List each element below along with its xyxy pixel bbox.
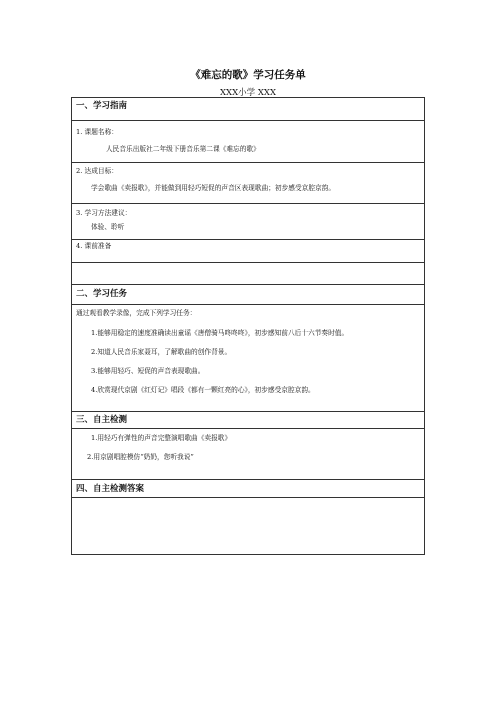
section-4-header-row <box>72 479 424 497</box>
method-label: 3. 学习方法建议： <box>76 209 132 217</box>
section-4-heading: 四、自主检测答案 <box>76 484 145 494</box>
section-2-heading: 二、学习任务 <box>76 289 128 299</box>
preparation-blank-row <box>72 262 424 284</box>
section-2-header-row <box>72 284 424 304</box>
guide-item-3-row <box>72 203 424 239</box>
guide-item-1-row <box>72 120 424 162</box>
preparation-label: 4. 课前准备 <box>76 242 112 250</box>
self-check-item: 1.用轻巧有弹性的声音完整演唱歌曲《卖报歌》 <box>91 434 232 442</box>
goal-value: 学会歌曲《卖报歌》，并能做到用轻巧短促的声音区表现歌曲；初步感受京腔京韵。 <box>91 184 336 192</box>
task-item: 4.欣赏现代京剧《红灯记》唱段《都有一颗红亮的心》，初步感受京腔京韵。 <box>91 386 315 394</box>
answer-blank-row <box>72 497 424 554</box>
section-1-header-row <box>72 98 424 120</box>
method-value: 体验、聆听 <box>91 223 125 231</box>
task-item: 3.能够用轻巧、短促的声音表现歌曲。 <box>91 367 205 375</box>
task-intro: 通过观看教学录像，完成下列学习任务： <box>76 309 197 317</box>
task-sheet-table <box>71 97 425 555</box>
course-name-label: 1. 课题名称： <box>76 128 118 136</box>
goal-label: 2. 达成目标： <box>76 167 118 175</box>
school-author-line: XXX小学 XXX <box>219 88 276 98</box>
task-item: 1.能够用稳定的速度准确读出童谣《唐僧骑马咚咚咚》，初步感知前八后十六节奏时值。 <box>91 329 349 337</box>
course-name-value: 人民音乐出版社二年级下册音乐第二课《难忘的歌》 <box>106 145 260 153</box>
self-check-item: 2.用京剧唱腔模仿“奶奶，您听我说” <box>87 453 194 461</box>
section-2-body-row <box>72 304 424 411</box>
section-3-heading: 三、自主检测 <box>76 415 128 425</box>
guide-item-4-row <box>72 239 424 262</box>
document-title: 《难忘的歌》学习任务单 <box>190 69 306 81</box>
task-item: 2.知道人民音乐家聂耳，了解歌曲的创作背景。 <box>91 348 232 356</box>
guide-item-2-row <box>72 162 424 203</box>
section-3-body-row <box>72 428 424 479</box>
section-1-heading: 一、学习指南 <box>76 101 128 111</box>
section-3-header-row <box>72 411 424 428</box>
